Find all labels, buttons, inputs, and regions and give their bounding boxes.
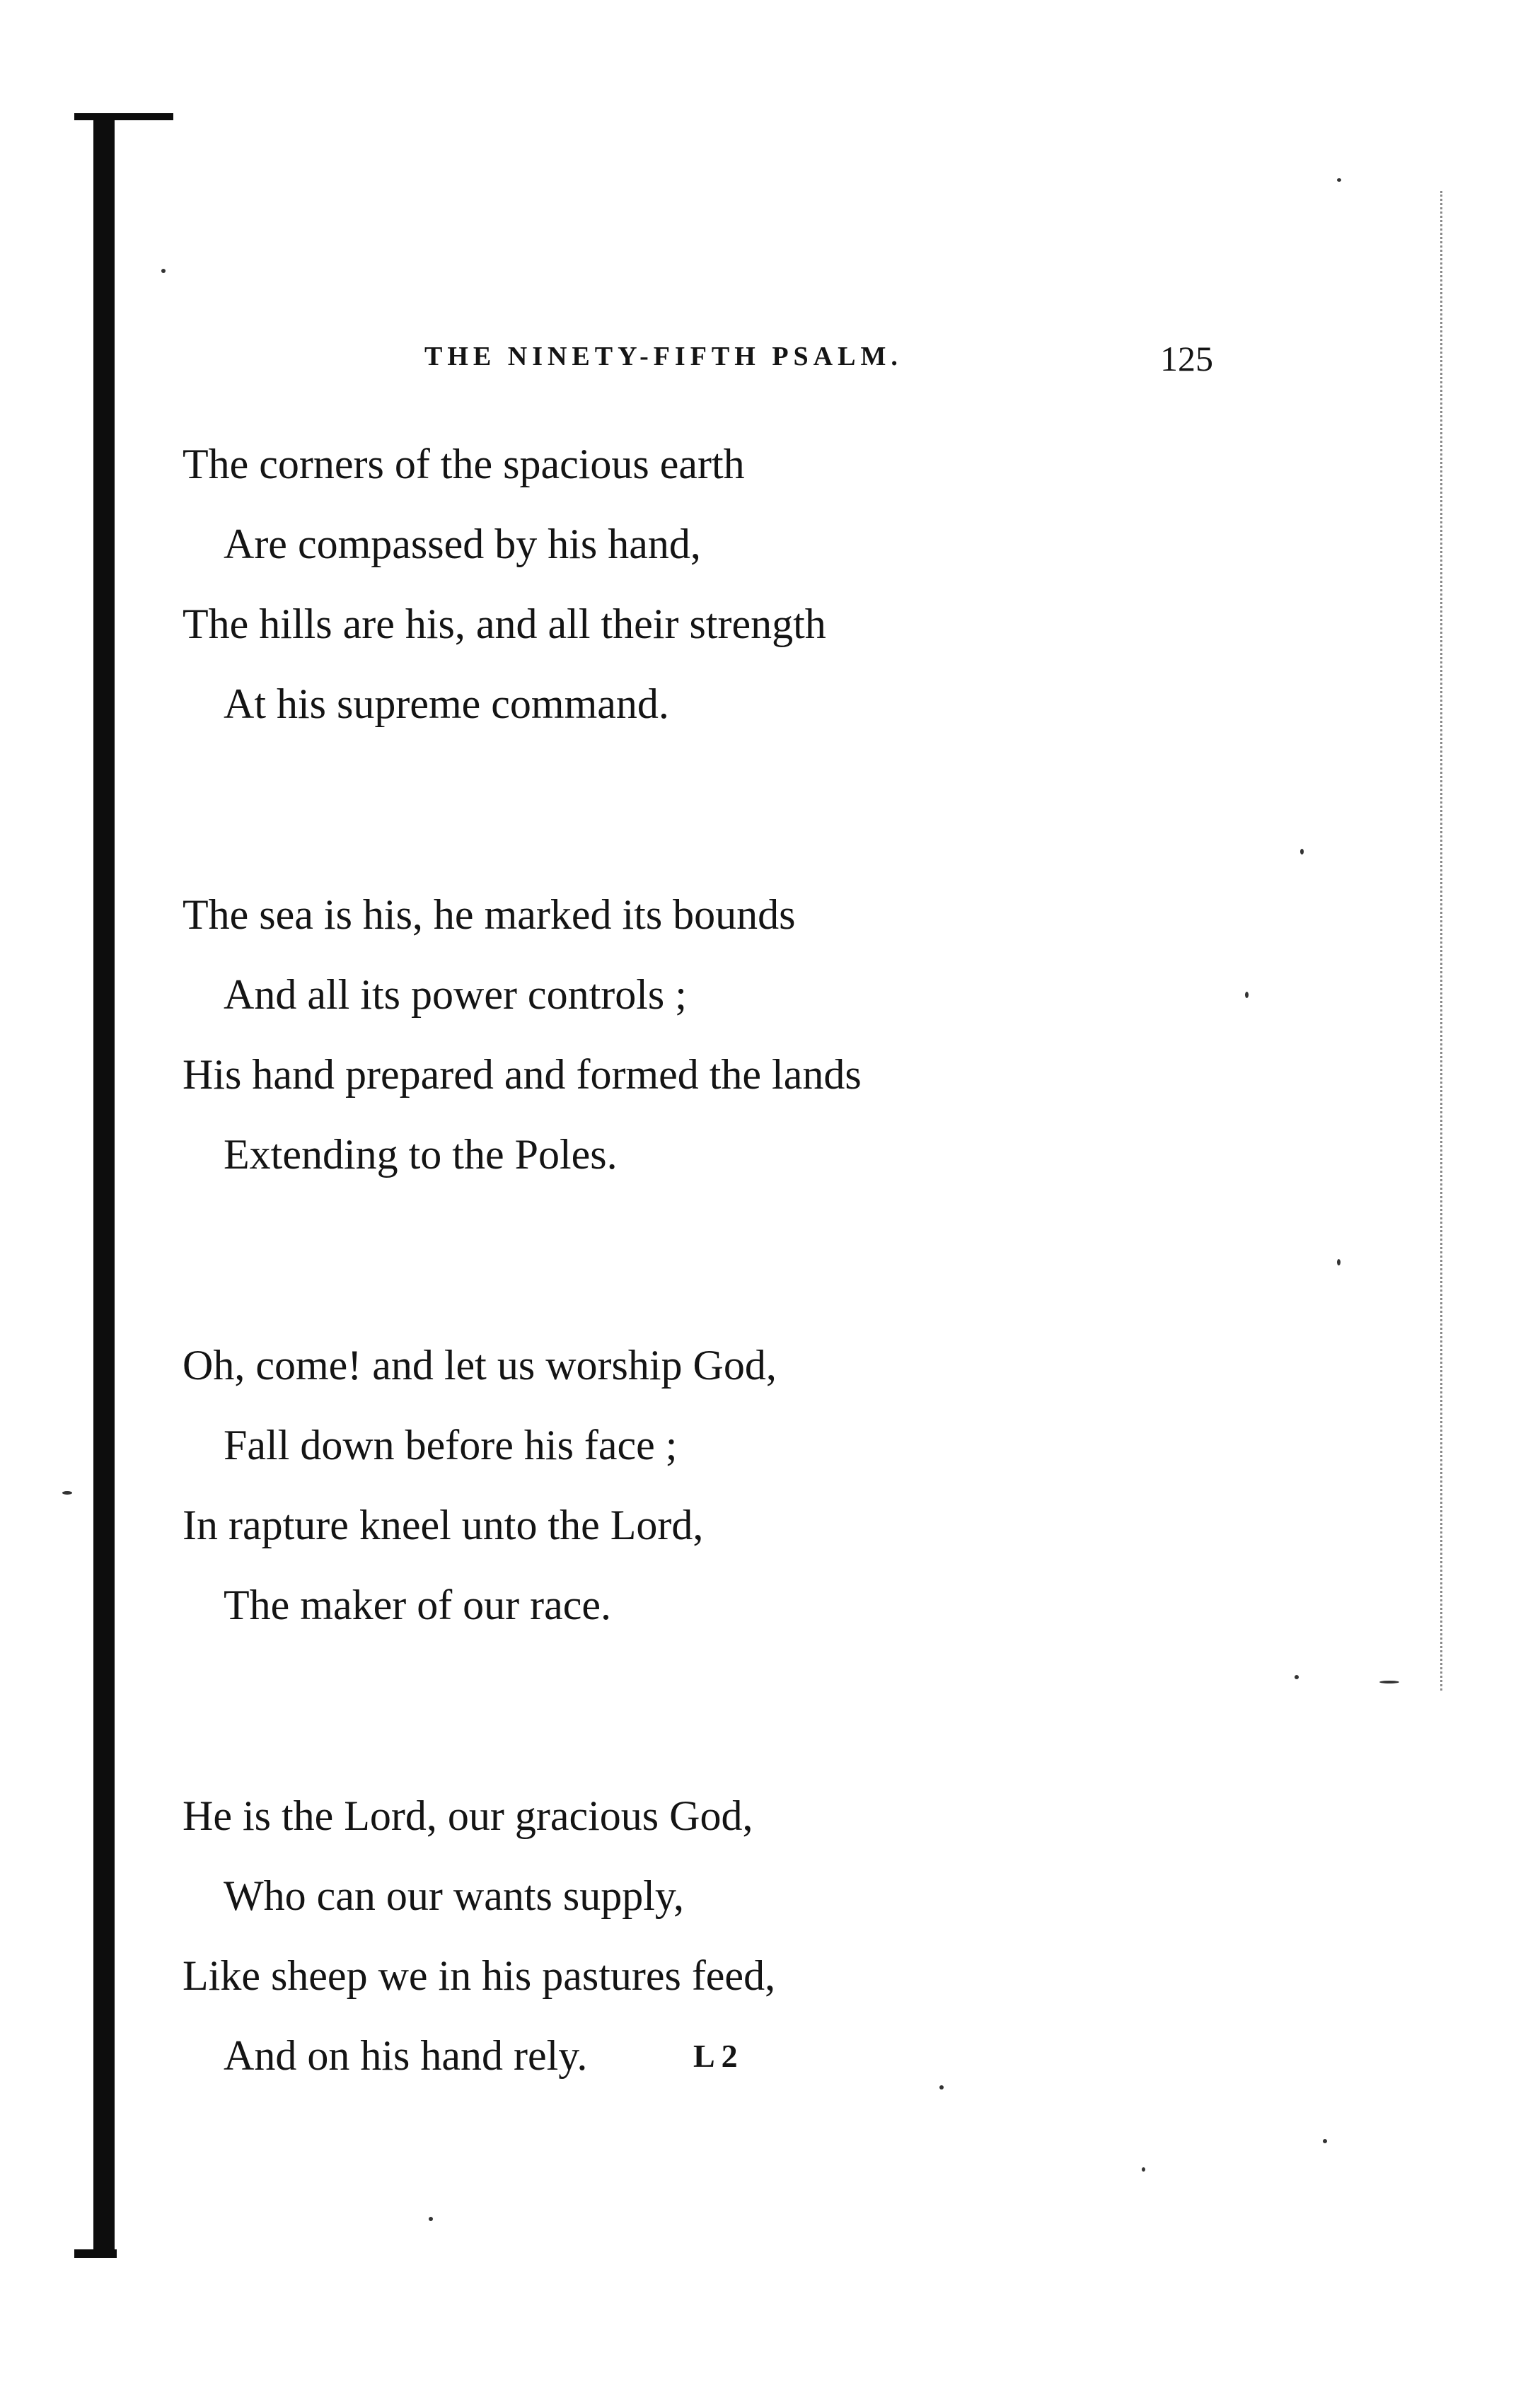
poem-line: At his supreme command. (224, 680, 669, 727)
poem-line: Fall down before his face ; (224, 1422, 678, 1468)
stanza-3 (183, 1326, 1314, 1645)
poem-line: The sea is his, he marked its bounds (183, 891, 796, 938)
print-speck (1337, 178, 1341, 182)
poem-line: And all its power controls ; (224, 971, 687, 1018)
poem-line: The hills are his, and all their strength (183, 601, 826, 647)
running-title: THE NINETY-FIFTH PSALM. (424, 342, 903, 371)
stanza-2 (183, 875, 1314, 1195)
poem-line: Oh, come! and let us worship God, (183, 1342, 777, 1389)
stanza-4 (183, 1776, 1314, 2096)
psalm-poem (183, 424, 1314, 2227)
print-speck (1323, 2139, 1327, 2143)
binding-edge-top (74, 113, 173, 120)
signature-mark: L 2 (693, 2038, 738, 2074)
poem-line: The corners of the spacious earth (183, 441, 745, 487)
poem-line: In rapture kneel unto the Lord, (183, 1502, 704, 1548)
page-edge-right (1440, 191, 1442, 1691)
binding-edge-bottom (74, 2249, 117, 2258)
print-speck (1379, 1681, 1399, 1683)
poem-line: Are compassed by his hand, (224, 521, 701, 567)
poem-line: Extending to the Poles. (224, 1131, 618, 1178)
print-speck (62, 1491, 72, 1495)
poem-line: His hand prepared and formed the lands (183, 1051, 862, 1098)
page-number: 125 (1160, 339, 1213, 378)
poem-line: Who can our wants supply, (224, 1872, 684, 1919)
poem-line: Like sheep we in his pastures feed, (183, 1952, 776, 1999)
print-speck (161, 269, 166, 273)
stanza-1 (183, 424, 1314, 744)
binding-edge (93, 120, 115, 2256)
poem-line: The maker of our race. (224, 1582, 612, 1628)
poem-line: He is the Lord, our gracious God, (183, 1792, 753, 1839)
poem-line: And on his hand rely. (224, 2032, 588, 2079)
print-speck (1337, 1259, 1341, 1265)
